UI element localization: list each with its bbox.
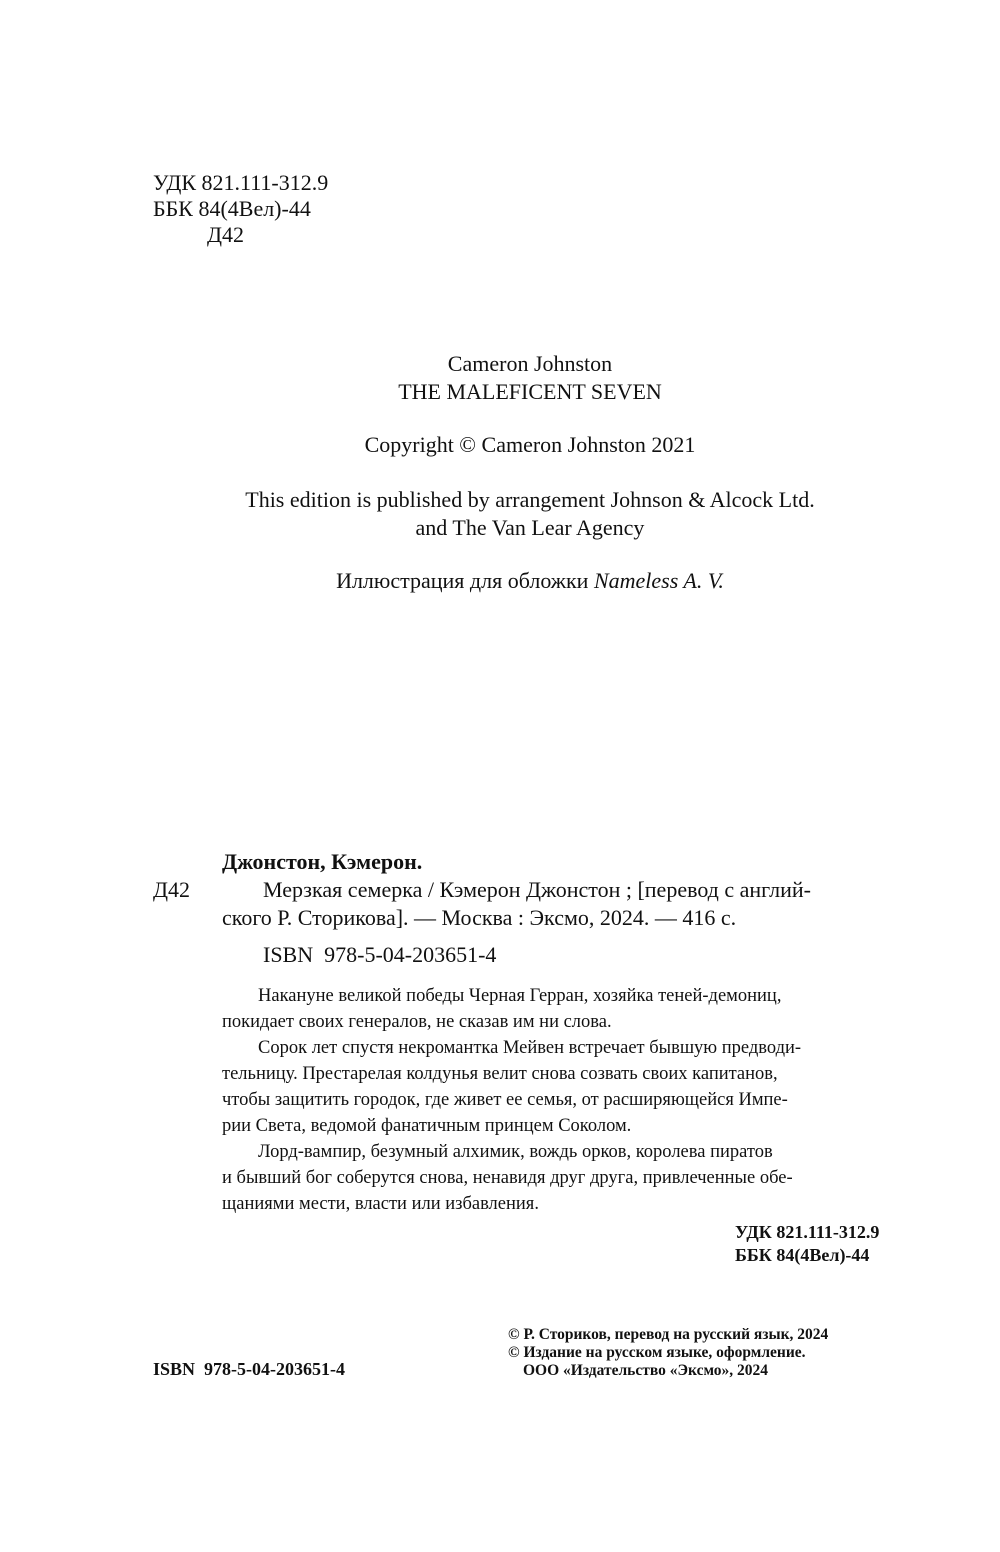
biblio-author-mark: Д42 bbox=[153, 877, 191, 902]
edition-line-2: and The Van Lear Agency bbox=[415, 515, 645, 540]
illustrator-name: Nameless A. V. bbox=[593, 568, 724, 593]
bottom-udk-code: УДК 821.111-312.9 bbox=[735, 1222, 880, 1242]
illustration-credit bbox=[0, 567, 1000, 595]
biblio-isbn: ISBN 978-5-04-203651-4 bbox=[263, 942, 497, 967]
annotation-line: покидает своих генералов, не сказав им ни слова. bbox=[222, 1012, 612, 1032]
footer-publisher: ООО «Издательство «Эксмо», 2024 bbox=[523, 1362, 769, 1379]
edition-notice bbox=[0, 486, 1000, 542]
annotation-line: и бывший бог соберутся снова, ненавидя друг друга, привлеченные обе- bbox=[222, 1168, 793, 1188]
annotation-line: чтобы защитить городок, где живет ее семья, от расширяющейся Импе- bbox=[222, 1090, 788, 1110]
annotation-line: Сорок лет спустя некромантка Мейвен встречает бывшую предводи- bbox=[258, 1038, 802, 1058]
biblio-author-heading: Джонстон, Кэмерон. bbox=[222, 849, 423, 874]
annotation-line: Лорд-вампир, безумный алхимик, вождь орков, королева пиратов bbox=[258, 1142, 773, 1162]
annotation-line: Накануне великой победы Черная Герран, хозяйка теней-демониц, bbox=[258, 986, 782, 1006]
annotation-line: щаниями мести, власти или избавления. bbox=[222, 1194, 539, 1214]
original-author: Cameron Johnston bbox=[447, 351, 613, 376]
biblio-line-2: ского Р. Сторикова]. — Москва : Эксмо, 2024. — 416 с. bbox=[222, 905, 737, 930]
original-title: THE MALEFICENT SEVEN bbox=[398, 379, 662, 404]
footer-isbn: ISBN 978-5-04-203651-4 bbox=[153, 1359, 345, 1379]
footer-copyright-edition: © Издание на русском языке, оформление. bbox=[508, 1344, 806, 1361]
original-edition-block bbox=[0, 350, 1000, 406]
annotation-line: рии Света, ведомой фанатичным принцем Соколом. bbox=[222, 1116, 632, 1136]
copyright-block bbox=[0, 431, 1000, 459]
bottom-bbk-code: ББК 84(4Вел)-44 bbox=[735, 1245, 870, 1265]
udk-code: УДК 821.111-312.9 bbox=[153, 170, 329, 195]
annotation-line: тельницу. Престарелая колдунья велит снова созвать своих капитанов, bbox=[222, 1064, 778, 1084]
footer-copyright-translation: © Р. Сториков, перевод на русский язык, 2024 bbox=[508, 1326, 829, 1343]
author-mark: Д42 bbox=[207, 222, 245, 247]
bbk-code: ББК 84(4Вел)-44 bbox=[153, 196, 311, 221]
biblio-line-1: Мерзкая семерка / Кэмерон Джонстон ; [перевод с англий- bbox=[263, 877, 811, 902]
illustration-label: Иллюстрация для обложки bbox=[336, 568, 594, 593]
original-copyright: Copyright © Cameron Johnston 2021 bbox=[364, 432, 696, 457]
edition-line-1: This edition is published by arrangement Johnson & Alcock Ltd. bbox=[245, 487, 815, 512]
